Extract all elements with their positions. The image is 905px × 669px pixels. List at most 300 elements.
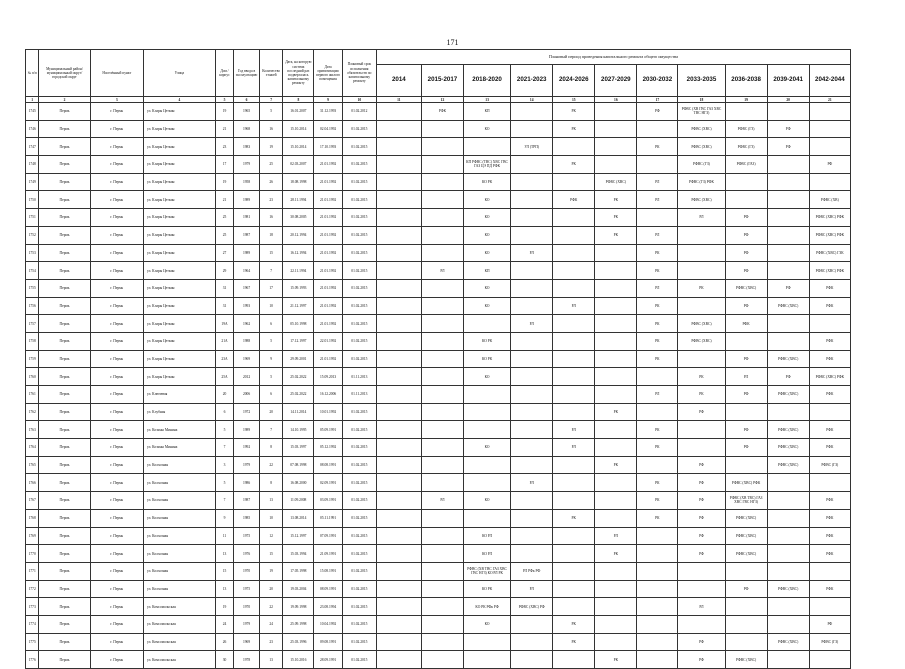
repair-period-cell: РФВС (ХВС) <box>678 120 725 138</box>
normative-term-cell: 01.02.2015 <box>342 244 376 262</box>
repair-period-cell: РК <box>637 350 678 368</box>
street-cell: ул. Клары Цеткин <box>143 191 215 209</box>
settlement-cell: г. Пермь <box>90 297 143 315</box>
year-built-cell: 1986 <box>234 474 260 492</box>
repair-period-cell: РФ <box>725 226 767 244</box>
repair-period-cell <box>463 651 510 669</box>
last-repair-date-cell: 15.10.2014 <box>283 120 314 138</box>
repair-period-cell <box>553 386 595 404</box>
house-cell: 13 <box>215 545 233 563</box>
repair-period-cell <box>376 474 421 492</box>
table-row <box>26 279 851 297</box>
repair-period-cell <box>809 651 850 669</box>
street-cell: ул. Козьмы Минина <box>143 439 215 457</box>
repair-period-cell: РК <box>637 332 678 350</box>
floors-cell: 15 <box>259 244 283 262</box>
repair-period-cell <box>421 562 463 580</box>
repair-period-cell <box>767 562 809 580</box>
repair-period-cell <box>511 226 553 244</box>
repair-period-cell: РЛ <box>637 386 678 404</box>
house-cell: 13 <box>215 580 233 598</box>
repair-period-cell <box>421 421 463 439</box>
row-number: 1745 <box>26 103 39 121</box>
settlement-cell: г. Пермь <box>90 279 143 297</box>
repair-period-cell: РФ <box>725 209 767 227</box>
repair-period-cell: РФВС (ХВС) <box>725 279 767 297</box>
floors-cell: 19 <box>259 562 283 580</box>
municipality-cell: Пермь <box>39 562 90 580</box>
repair-period-cell <box>678 262 725 280</box>
repair-period-cell <box>767 598 809 616</box>
repair-period-cell <box>421 315 463 333</box>
floors-cell: 5 <box>259 103 283 121</box>
repair-period-cell <box>767 332 809 350</box>
header-num: № п/п <box>26 50 39 97</box>
table-row <box>26 103 851 121</box>
last-repair-date-cell: 22.11.1994 <box>283 262 314 280</box>
normative-term-cell: 01.02.2015 <box>342 350 376 368</box>
table-row <box>26 527 851 545</box>
repair-period-cell: РК <box>637 421 678 439</box>
floors-cell: 7 <box>259 262 283 280</box>
privatization-date-cell: 21.01.1992 <box>314 279 343 297</box>
repair-period-cell <box>511 297 553 315</box>
privatization-date-cell: 21.01.1992 <box>314 262 343 280</box>
privatization-date-cell: 07.09.1991 <box>314 527 343 545</box>
repair-period-cell <box>678 421 725 439</box>
header-planned-period-group: Плановый период проведения капитального ремонта общего имущества <box>376 50 850 65</box>
header-period-8: 2036-2038 <box>725 65 767 97</box>
repair-period-cell <box>421 191 463 209</box>
repair-period-cell: РФ <box>725 386 767 404</box>
street-cell: ул. Колхозная <box>143 580 215 598</box>
repair-period-cell <box>511 651 553 669</box>
repair-period-cell <box>421 209 463 227</box>
house-cell: 7 <box>215 492 233 510</box>
normative-term-cell: 01.02.2015 <box>342 209 376 227</box>
row-number: 1757 <box>26 315 39 333</box>
municipality-cell: Пермь <box>39 598 90 616</box>
last-repair-date-cell: 19.09.1998 <box>283 598 314 616</box>
header-period-2: 2018-2020 <box>463 65 510 97</box>
repair-period-cell <box>421 598 463 616</box>
repair-period-cell <box>376 562 421 580</box>
repair-period-cell <box>421 244 463 262</box>
privatization-date-cell: 02.09.1991 <box>314 474 343 492</box>
house-cell: 21А <box>215 332 233 350</box>
repair-period-cell: РФ <box>678 403 725 421</box>
repair-period-cell: КО <box>463 244 510 262</box>
repair-period-cell <box>376 315 421 333</box>
repair-period-cell <box>678 439 725 457</box>
repair-period-cell <box>421 173 463 191</box>
repair-period-cell: РФВС (ХВС) РФК <box>809 226 850 244</box>
last-repair-date-cell: 16.08.2000 <box>283 474 314 492</box>
repair-period-cell: РЛ <box>678 598 725 616</box>
repair-period-cell <box>725 598 767 616</box>
row-number: 1770 <box>26 545 39 563</box>
repair-period-cell: РФ <box>678 509 725 527</box>
repair-period-cell <box>725 173 767 191</box>
repair-period-cell <box>767 474 809 492</box>
header-period-0: 2014 <box>376 65 421 97</box>
repair-period-cell: РФ <box>678 474 725 492</box>
repair-period-cell: РК <box>595 226 637 244</box>
floors-cell: 17 <box>259 279 283 297</box>
privatization-date-cell: 31.12.1993 <box>314 103 343 121</box>
repair-period-cell: РФ <box>678 545 725 563</box>
year-built-cell: 1970 <box>234 562 260 580</box>
repair-period-cell <box>767 226 809 244</box>
street-cell: ул. Комсомольская <box>143 615 215 633</box>
floors-cell: 16 <box>259 120 283 138</box>
repair-period-cell: КО РК <box>463 332 510 350</box>
repair-period-cell <box>595 315 637 333</box>
repair-period-cell <box>421 297 463 315</box>
column-number: 20 <box>767 97 809 103</box>
repair-period-cell <box>511 421 553 439</box>
repair-period-cell <box>421 120 463 138</box>
repair-period-cell <box>595 439 637 457</box>
repair-period-cell: КО <box>463 279 510 297</box>
repair-period-cell <box>767 173 809 191</box>
repair-period-cell: РК <box>678 279 725 297</box>
privatization-date-cell: 08.09.1991 <box>314 580 343 598</box>
repair-period-cell: РФВС (ХВ ТВС ГАЗ ХВС ГВС НГЗ) КО РЛ РК <box>463 562 510 580</box>
repair-period-cell <box>421 527 463 545</box>
repair-period-cell <box>767 509 809 527</box>
repair-period-cell: РК <box>553 633 595 651</box>
normative-term-cell: 01.02.2015 <box>342 509 376 527</box>
floors-cell: 23 <box>259 191 283 209</box>
repair-period-cell <box>637 368 678 386</box>
repair-period-cell: РК <box>553 615 595 633</box>
repair-period-cell <box>553 598 595 616</box>
normative-term-cell: 01.02.2015 <box>342 615 376 633</box>
repair-period-cell: РК <box>595 545 637 563</box>
floors-cell: 16 <box>259 209 283 227</box>
header-period-6: 2030-2032 <box>637 65 678 97</box>
repair-period-cell: РФК <box>421 103 463 121</box>
normative-term-cell: 01.02.2015 <box>342 633 376 651</box>
column-number: 10 <box>342 97 376 103</box>
row-number: 1748 <box>26 156 39 174</box>
row-number: 1763 <box>26 421 39 439</box>
repair-period-cell <box>421 615 463 633</box>
municipality-cell: Пермь <box>39 651 90 669</box>
house-cell: 19 <box>215 173 233 191</box>
repair-period-cell <box>463 315 510 333</box>
header-year-built: Год ввода в эксплуатацию <box>234 50 260 97</box>
last-repair-date-cell: 29.09.2001 <box>283 350 314 368</box>
repair-period-cell <box>376 527 421 545</box>
repair-period-cell <box>463 509 510 527</box>
year-built-cell: 1983 <box>234 138 260 156</box>
repair-period-cell <box>595 386 637 404</box>
table-row <box>26 244 851 262</box>
table-row <box>26 156 851 174</box>
table-row <box>26 209 851 227</box>
privatization-date-cell: 21.01.1992 <box>314 173 343 191</box>
repair-period-cell <box>511 332 553 350</box>
repair-period-cell: РЛ РФк РФ <box>511 562 553 580</box>
repair-period-cell <box>511 120 553 138</box>
repair-period-cell <box>767 615 809 633</box>
last-repair-date-cell: 25.02.2022 <box>283 368 314 386</box>
municipality-cell: Пермь <box>39 315 90 333</box>
repair-period-cell <box>463 421 510 439</box>
repair-period-cell: КО <box>463 191 510 209</box>
repair-period-cell: РФК <box>809 580 850 598</box>
repair-period-cell: РК <box>678 368 725 386</box>
settlement-cell: г. Пермь <box>90 580 143 598</box>
repair-period-cell <box>595 103 637 121</box>
row-number: 1759 <box>26 350 39 368</box>
repair-period-cell: КО РЛ <box>463 545 510 563</box>
repair-period-cell: КО <box>463 492 510 510</box>
year-built-cell: 1968 <box>234 120 260 138</box>
repair-period-cell: РФВС (ХВС) <box>767 350 809 368</box>
privatization-date-cell: 21.01.1992 <box>314 297 343 315</box>
repair-period-cell <box>595 279 637 297</box>
privatization-date-cell: 02.04.1992 <box>314 120 343 138</box>
repair-period-cell: РК <box>595 209 637 227</box>
settlement-cell: г. Пермь <box>90 439 143 457</box>
repair-period-cell <box>421 138 463 156</box>
house-cell: 23 <box>215 138 233 156</box>
repair-period-cell: РК <box>637 439 678 457</box>
repair-period-cell: РФВС (ГЗ) <box>678 156 725 174</box>
year-built-cell: 1988 <box>234 332 260 350</box>
year-built-cell: 1969 <box>234 350 260 368</box>
municipality-cell: Пермь <box>39 421 90 439</box>
repair-period-cell <box>511 527 553 545</box>
column-number: 6 <box>234 97 260 103</box>
year-built-cell: 1979 <box>234 456 260 474</box>
settlement-cell: г. Пермь <box>90 633 143 651</box>
repair-period-cell: РФВС (ГЗ) <box>809 456 850 474</box>
row-number: 1750 <box>26 191 39 209</box>
table-row <box>26 226 851 244</box>
repair-period-cell <box>553 474 595 492</box>
repair-period-cell <box>376 350 421 368</box>
repair-period-cell <box>511 103 553 121</box>
row-number: 1771 <box>26 562 39 580</box>
year-built-cell: 1962 <box>234 315 260 333</box>
repair-period-cell <box>421 226 463 244</box>
repair-period-cell: РЛ <box>725 368 767 386</box>
street-cell: ул. Клары Цеткин <box>143 120 215 138</box>
floors-cell: 13 <box>259 651 283 669</box>
row-number: 1752 <box>26 226 39 244</box>
repair-period-cell: РФВС (ХВС) РФК <box>809 368 850 386</box>
repair-period-cell: РЛ <box>553 421 595 439</box>
year-built-cell: 1987 <box>234 492 260 510</box>
house-cell: 21 <box>215 120 233 138</box>
last-repair-date-cell: 15.03.1997 <box>283 439 314 457</box>
year-built-cell: 1970 <box>234 598 260 616</box>
repair-period-cell: РФ <box>725 439 767 457</box>
repair-period-cell <box>553 527 595 545</box>
repair-period-cell: РФ <box>725 421 767 439</box>
repair-period-cell: КП <box>463 103 510 121</box>
row-number: 1761 <box>26 386 39 404</box>
row-number: 1751 <box>26 209 39 227</box>
year-built-cell: 1975 <box>234 580 260 598</box>
normative-term-cell: 01.02.2015 <box>342 421 376 439</box>
repair-period-cell: РФК <box>809 297 850 315</box>
municipality-cell: Пермь <box>39 580 90 598</box>
repair-period-cell: РФК <box>809 386 850 404</box>
year-built-cell: 1979 <box>234 615 260 633</box>
repair-period-cell: РК <box>553 509 595 527</box>
house-cell: 5 <box>215 474 233 492</box>
table-row <box>26 297 851 315</box>
settlement-cell: г. Пермь <box>90 120 143 138</box>
repair-period-cell <box>421 156 463 174</box>
repair-period-cell <box>637 156 678 174</box>
row-number: 1754 <box>26 262 39 280</box>
repair-period-cell <box>553 580 595 598</box>
repair-period-cell: РФВС (ХВС) <box>767 386 809 404</box>
repair-period-cell: РЛ <box>421 262 463 280</box>
normative-term-cell: 01.02.2015 <box>342 191 376 209</box>
column-number: 16 <box>595 97 637 103</box>
repair-period-cell <box>376 103 421 121</box>
last-repair-date-cell: 30.08.2005 <box>283 209 314 227</box>
repair-period-cell: РФК <box>809 421 850 439</box>
floors-cell: 15 <box>259 545 283 563</box>
normative-term-cell: 01.02.2015 <box>342 474 376 492</box>
repair-period-cell <box>767 262 809 280</box>
repair-period-cell <box>376 156 421 174</box>
municipality-cell: Пермь <box>39 191 90 209</box>
repair-period-cell <box>376 598 421 616</box>
normative-term-cell: 01.11.2013 <box>342 386 376 404</box>
repair-period-cell <box>376 580 421 598</box>
table-row <box>26 545 851 563</box>
privatization-date-cell: 21.01.1992 <box>314 156 343 174</box>
year-built-cell: 1981 <box>234 209 260 227</box>
repair-period-cell <box>511 368 553 386</box>
floors-cell: 18 <box>259 226 283 244</box>
repair-period-cell <box>376 456 421 474</box>
settlement-cell: г. Пермь <box>90 244 143 262</box>
repair-period-cell: РФВС (ГЗ) <box>725 138 767 156</box>
last-repair-date-cell: 14.11.2014 <box>283 403 314 421</box>
last-repair-date-cell: 15.03.1994 <box>283 545 314 563</box>
table-row <box>26 368 851 386</box>
repair-period-cell <box>809 120 850 138</box>
repair-period-cell <box>376 439 421 457</box>
floors-cell: 5 <box>259 332 283 350</box>
street-cell: ул. Комсомольская <box>143 633 215 651</box>
column-number: 12 <box>421 97 463 103</box>
street-cell: ул. Клары Цеткин <box>143 297 215 315</box>
municipality-cell: Пермь <box>39 545 90 563</box>
privatization-date-cell: 15.09.2013 <box>314 368 343 386</box>
street-cell: ул. Клары Цеткин <box>143 368 215 386</box>
capital-repair-register-table <box>25 49 851 669</box>
floors-cell: 5 <box>259 368 283 386</box>
row-number: 1767 <box>26 492 39 510</box>
last-repair-date-cell: 19.03.2004 <box>283 580 314 598</box>
repair-period-cell <box>511 262 553 280</box>
repair-period-cell <box>553 315 595 333</box>
settlement-cell: г. Пермь <box>90 332 143 350</box>
repair-period-cell <box>553 173 595 191</box>
row-number: 1776 <box>26 651 39 669</box>
repair-period-cell <box>595 350 637 368</box>
repair-period-cell <box>595 421 637 439</box>
last-repair-date-cell: 21.12.1997 <box>283 297 314 315</box>
repair-period-cell: РФ <box>809 156 850 174</box>
settlement-cell: г. Пермь <box>90 562 143 580</box>
normative-term-cell: 01.02.2015 <box>342 492 376 510</box>
row-number: 1747 <box>26 138 39 156</box>
street-cell: ул. Ключевая <box>143 386 215 404</box>
repair-period-cell <box>725 615 767 633</box>
repair-period-cell: РФВС (ХВС) <box>678 332 725 350</box>
last-repair-date-cell: 15.10.2016 <box>283 651 314 669</box>
repair-period-cell <box>421 633 463 651</box>
normative-term-cell: 01.02.2015 <box>342 456 376 474</box>
row-number: 1773 <box>26 598 39 616</box>
header-period-3: 2021-2023 <box>511 65 553 97</box>
repair-period-cell <box>809 103 850 121</box>
repair-period-cell <box>637 545 678 563</box>
last-repair-date-cell: 28.11.1994 <box>283 191 314 209</box>
row-number: 1760 <box>26 368 39 386</box>
municipality-cell: Пермь <box>39 456 90 474</box>
street-cell: ул. Козьмы Минина <box>143 421 215 439</box>
repair-period-cell: КО РЛ <box>463 527 510 545</box>
repair-period-cell: РФ <box>678 527 725 545</box>
street-cell: ул. Колхозная <box>143 545 215 563</box>
repair-period-cell <box>511 173 553 191</box>
repair-period-cell: РФ <box>678 456 725 474</box>
year-built-cell: 1989 <box>234 191 260 209</box>
municipality-cell: Пермь <box>39 509 90 527</box>
street-cell: ул. Клары Цеткин <box>143 315 215 333</box>
repair-period-cell <box>767 527 809 545</box>
repair-period-cell <box>767 545 809 563</box>
repair-period-cell: КО РК <box>463 350 510 368</box>
house-cell: 9 <box>215 509 233 527</box>
repair-period-cell <box>376 651 421 669</box>
repair-period-cell <box>553 279 595 297</box>
settlement-cell: г. Пермь <box>90 262 143 280</box>
repair-period-cell: РФК <box>809 492 850 510</box>
repair-period-cell: УЛ (ТРП) <box>511 138 553 156</box>
repair-period-cell <box>767 315 809 333</box>
repair-period-cell <box>595 562 637 580</box>
repair-period-cell: КП РФВС (ТВС) ХВС ГВС ГАЗ ЦЭ ПД РФК <box>463 156 510 174</box>
privatization-date-cell: 21.01.1992 <box>314 350 343 368</box>
header-privatization: Дата приватизации первого жилого помещения <box>314 50 343 97</box>
repair-period-cell: РФВС (ХВС) ГЗК <box>809 244 850 262</box>
privatization-date-cell: 10.04.1992 <box>314 615 343 633</box>
repair-period-cell <box>376 138 421 156</box>
repair-period-cell: РФВС (ХВС) <box>767 439 809 457</box>
repair-period-cell: РФВС (ХВС) РФК <box>809 262 850 280</box>
column-number: 15 <box>553 97 595 103</box>
repair-period-cell <box>463 138 510 156</box>
last-repair-date-cell: 15.09.1993 <box>283 279 314 297</box>
repair-period-cell <box>376 368 421 386</box>
repair-period-cell: РФ <box>637 103 678 121</box>
last-repair-date-cell: 15.12.1997 <box>283 527 314 545</box>
